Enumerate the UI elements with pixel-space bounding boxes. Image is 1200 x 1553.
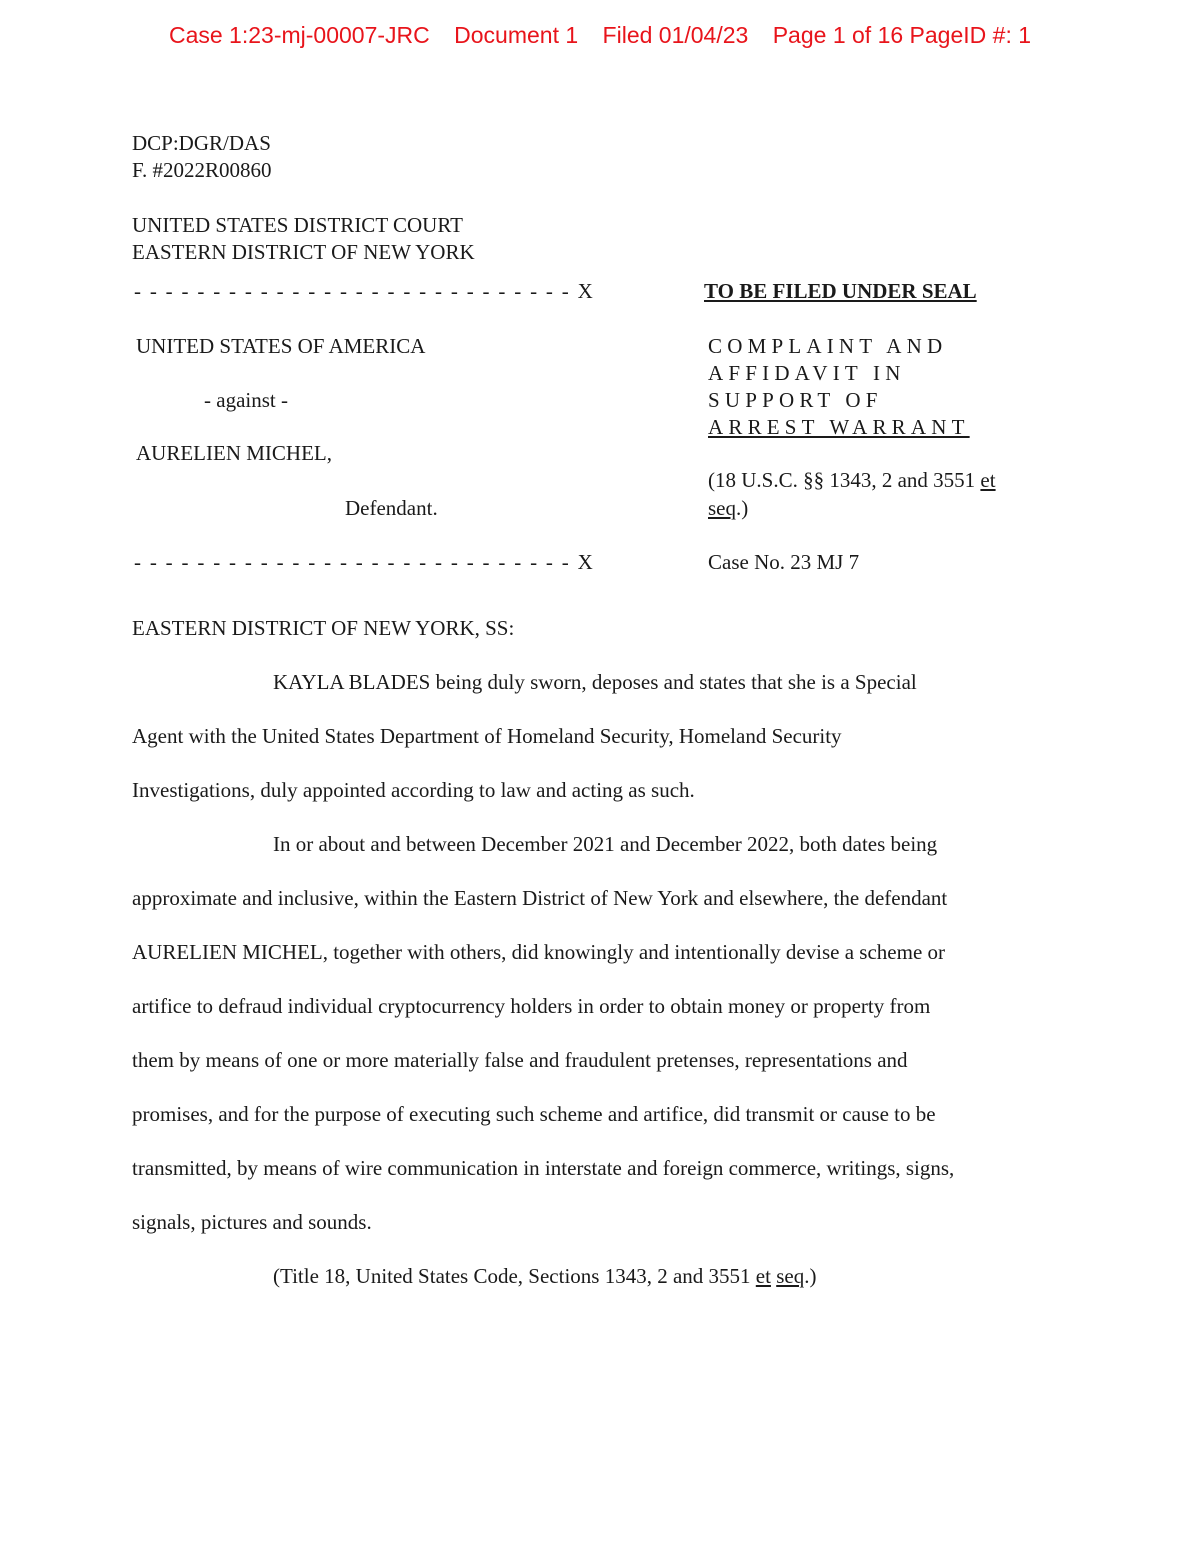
statute-line-2 (708, 496, 748, 521)
stamp-case-number: Case 1:23-mj-00007-JRC (168, 22, 430, 48)
against-label: - against - (204, 388, 288, 412)
statute-et: et (980, 468, 996, 492)
attorney-code: DCP:DGR/DAS (132, 131, 271, 155)
plaintiff: UNITED STATES OF AMERICA (136, 334, 426, 358)
stamp-document: Document 1 (454, 22, 579, 48)
paragraph-2-line-1: In or about and between December 2021 and December 2022, both dates being (273, 832, 938, 856)
paragraph-1-line-2: Agent with the United States Department of Homeland Security, Homeland Security (132, 724, 842, 748)
court-district: EASTERN DISTRICT OF NEW YORK (132, 240, 475, 264)
case-stamp (0, 22, 1200, 49)
citation-line (273, 1264, 816, 1289)
paragraph-1-line-3: Investigations, duly appointed according to law and acting as such. (132, 778, 695, 802)
caption-divider-top: - - - - - - - - - - - - - - - - - - - - - - - - - - - - X (134, 279, 595, 303)
defendant-name: AURELIEN MICHEL, (136, 441, 332, 465)
citation-seq: seq (776, 1264, 805, 1288)
case-number: Case No. 23 MJ 7 (708, 550, 860, 574)
statute-seq: seq (708, 496, 736, 520)
doc-type-line-3: SUPPORT OF (708, 388, 883, 412)
statute-close: .) (736, 496, 749, 520)
paragraph-2-line-6: promises, and for the purpose of executing such scheme and artifice, did transmit or cause to be (132, 1102, 936, 1126)
file-number: F. #2022R00860 (132, 158, 272, 182)
paragraph-2-line-3: AURELIEN MICHEL, together with others, did knowingly and intentionally devise a scheme or (132, 940, 946, 964)
citation-text: (Title 18, United States Code, Sections 1343, 2 and 3551 (273, 1264, 756, 1288)
stamp-filed-date: Filed 01/04/23 (602, 22, 749, 48)
paragraph-2-line-8: signals, pictures and sounds. (132, 1210, 372, 1234)
defendant-label: Defendant. (345, 496, 438, 520)
statute-text: (18 U.S.C. §§ 1343, 2 and 3551 (708, 468, 981, 492)
citation-et: et (755, 1264, 771, 1288)
caption-divider-bottom: - - - - - - - - - - - - - - - - - - - - - - - - - - - - X (134, 550, 595, 574)
paragraph-2-line-5: them by means of one or more materially false and fraudulent pretenses, representations and (132, 1048, 908, 1072)
stamp-page-info: Page 1 of 16 PageID #: 1 (772, 22, 1032, 48)
venue-line: EASTERN DISTRICT OF NEW YORK, SS: (132, 616, 515, 640)
doc-type-line-2: AFFIDAVIT IN (708, 361, 906, 385)
statute-line-1 (708, 468, 996, 493)
paragraph-1-line-1: KAYLA BLADES being duly sworn, deposes and states that she is a Special (273, 670, 917, 694)
citation-close: .) (804, 1264, 817, 1288)
doc-type-line-4: ARREST WARRANT (708, 415, 970, 439)
paragraph-2-line-2: approximate and inclusive, within the Eastern District of New York and elsewhere, the defendant (132, 886, 948, 910)
paragraph-2-line-4: artifice to defraud individual cryptocurrency holders in order to obtain money or property from (132, 994, 931, 1018)
doc-type-line-1: COMPLAINT AND (708, 334, 948, 358)
paragraph-2-line-7: transmitted, by means of wire communication in interstate and foreign commerce, writings, signs, (132, 1156, 955, 1180)
seal-notice: TO BE FILED UNDER SEAL (704, 279, 977, 303)
court-name: UNITED STATES DISTRICT COURT (132, 213, 463, 237)
